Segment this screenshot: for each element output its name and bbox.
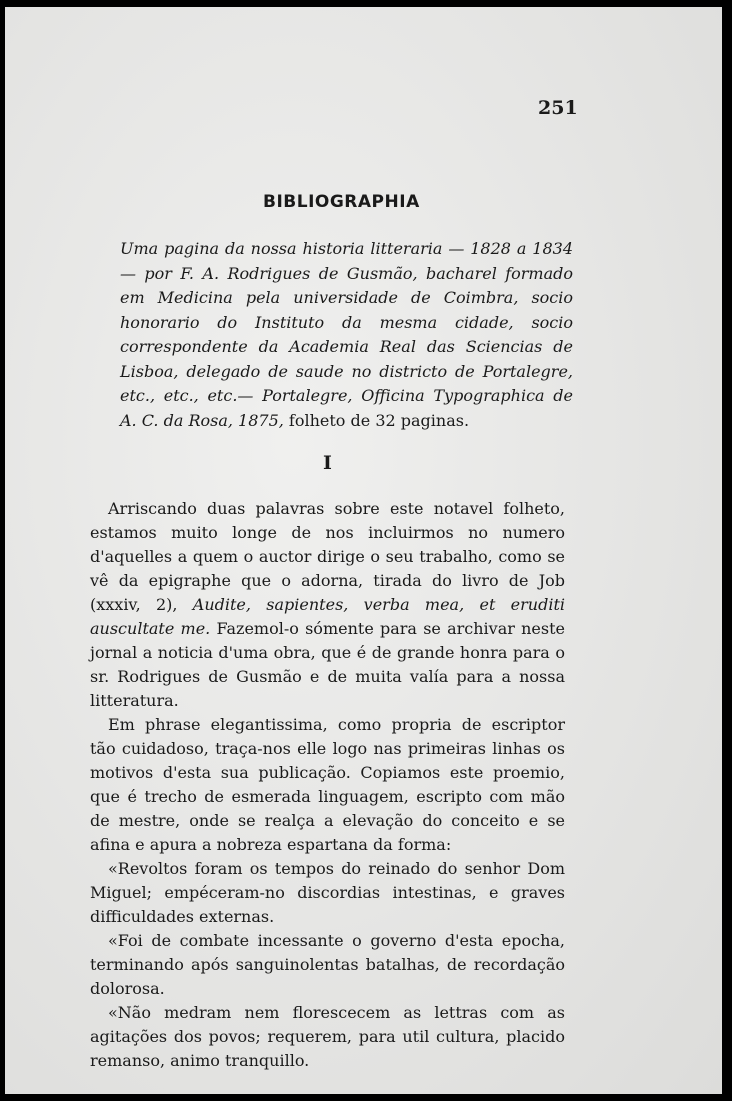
paragraph-2: Em phrase elegantissima, como propria de escriptor tão cuidadoso, traça-nos elle logo nas primeiras linhas os motivos d'esta sua publicação. Copiamos este proemio, que é trecho de esmerada linguagem, escripto com mão de mestre, onde se realça a elevação do conceito e se afina e apura a nobreza espartana da forma: (90, 715, 565, 854)
paragraph-1-text-a: Arriscando duas palavras sobre este notavel folheto, estamos muito longe de nos incluirmos no numero d'aquelles a quem o auctor dirige o seu trabalho, como se vê da epigraphe que o adorna, tirada do livro de Job (xxxiv, 2), (90, 499, 565, 614)
chapter-numeral: I (323, 452, 332, 474)
quote-paragraph-1: «Revoltos foram os tempos do reinado do senhor Dom Miguel; empéceram-no discordias intestinas, e graves difficuldades externas. (90, 859, 565, 926)
scanned-page (5, 7, 722, 1094)
paragraph-1-epigraph: Audite, sapientes, verba mea, et eruditi auscultate me. (90, 595, 566, 638)
bibliographic-citation (98, 237, 573, 433)
article-body (90, 497, 565, 1073)
section-title: BIBLIOGRAPHIA (263, 192, 420, 212)
quote-paragraph-2: «Foi de combate incessante o governo d'esta epocha, terminando após sanguinolentas batalhas, de recordação dolorosa. (90, 931, 565, 998)
page-number: 251 (538, 97, 578, 119)
citation-plain: folheto de 32 paginas. (283, 410, 470, 430)
quote-paragraph-3: «Não medram nem florescecem as lettras com as agitações dos povos; requerem, para util cultura, placido remanso, animo tranquillo. (90, 1003, 565, 1070)
citation-italic: Uma pagina da nossa historia litteraria — 1828 a 1834 — por F. A. Rodrigues de Gusmão, bacharel formado em Medicina pela universidade de Coimbra, socio honorario do Instituto da mesma cidade, socio correspondente da Academia Real das Sciencias de Lisboa, delegado de saude no districto de Portalegre, etc., etc., etc.— Portalegre, Officina Typographica de A. C. da Rosa, 1875, (120, 239, 573, 430)
paragraph-1 (90, 497, 565, 713)
paragraph-1-text-b: Fazemol-o sómente para se archivar neste jornal a noticia d'uma obra, que é de grande honra para o sr. Rodrigues de Gusmão e de muita valía para a nossa litteratura. (90, 619, 565, 710)
